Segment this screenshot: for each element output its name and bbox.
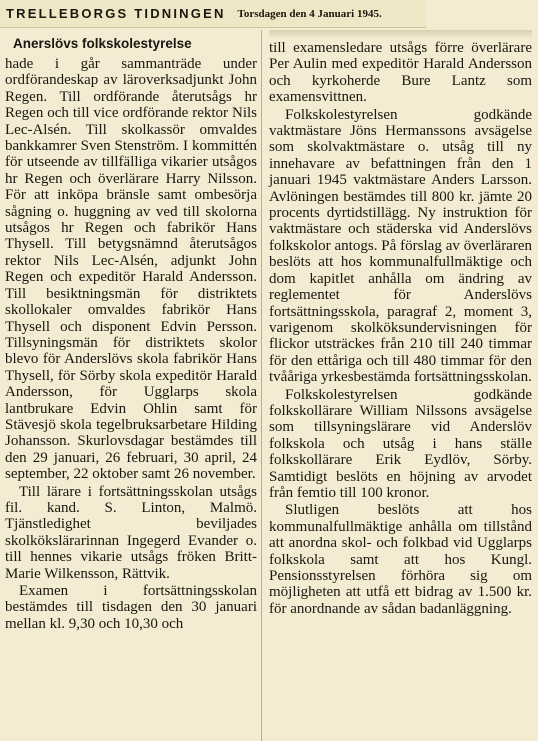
clipped-line-edge [269, 30, 532, 39]
article-paragraph: till examensledare utsågs förre överlärare Per Aulin med expeditör Harald Andersson och kyrkoherde Bure Lantz som examensvittnen. [269, 40, 532, 106]
masthead [0, 0, 426, 28]
article-paragraph: Till lärare i fortsättningsskolan utsågs fil. kand. S. Linton, Malmö. Tjänstledighet beviljades skolkökslärarinnan Ingegerd Evander o. till hennes vikarie utsågs fröken Britt-Marie Wilkensson, Rättvik. [5, 483, 257, 582]
article-headline: Anerslövs folkskolestyrelse [13, 36, 192, 51]
article-paragraph: Folkskolestyrelsen godkände folkskollärare William Nilssons avsägelse som tillsyningslärare vid Anderslöv folkskola och utsåg i hans ställe folkskollärare Erik Eydlöv, Sörby. Samtidigt beslöts en höjning av arvodet från femtio till 100 kronor. [269, 386, 532, 501]
issue-date: Torsdagen den 4 Januari 1945. [237, 7, 382, 20]
newspaper-title: TRELLEBORGS TIDNINGEN [6, 6, 226, 21]
article-column-left [0, 30, 262, 741]
article-paragraph: Slutligen beslöts att hos kommunalfullmäktige anhålla om tillstånd att anordna skol- och folkbad vid Ugglarps folkskola samt att hos Kungl. Pensionsstyrelsen förhöra sig om möjligheten att utfå ett bidrag av 1.500 kr. för anordnande av sådan badanläggning. [269, 502, 532, 617]
article-paragraph: hade i går sammanträde under ordförandeskap av läroverksadjunkt John Regen. Till ordförande återutsågs hr Regen och till vice ordförande rektor Nils Lec-Alsén. Till skolkassör omvaldes bankkamrer Sven Stenström. I kommittén för utseende av tillfälliga vikarier utsågos hr Regen och överlärare Harry Nilsson. För att inköpa bränsle samt ombesörja sågning o. huggning av ved till skolorna utsågos hr Regen och fabrikör Hans Thysell. Till betygsnämnd återutsågos rektor Nils Lec-Alsén, adjunkt John Regen och expeditör Harald Andersson. Till besiktningsmän för distriktets skollokaler omvaldes fabrikör Hans Thysell och disponent Edvin Persson. Tillsyningsmän för distriktets skolor blevo för Anderslövs skola fabrikör Hans Thysell, för Sörby skola expeditör Harald Andersson, för Ugglarps skola lantbrukare Edvin Ohlin samt för Stävesjö skola tegelbruksarbetare Hilding Johansson. Skurlovsdagar bestämdes till den 29 januari, 26 februari, 30 april, 24 september, 22 oktober samt 26 november. [5, 56, 257, 483]
article-column-right [263, 30, 538, 741]
article-paragraph: Folkskolestyrelsen godkände vaktmästare Jöns Hermanssons avsägelse som skolvaktmästare o. utsåg till ny innehavare av befattningen från den 1 januari 1945 vaktmästare Anders Larsson. Avlöningen bestämdes till 800 kr. jämte 20 procents dyrtidstillägg. Ny instruktion för vaktmästare och städerska vid Anderslövs folkskolor antogs. På förslag av överläraren beslöts att hos kommunalfullmäktige och dom kapitlet anhålla om ändring av reglementet för Anderslövs fortsättningsskola, paragraf 2, moment 3, varigenom skolköksundervisningen för flickor utsträckes från 210 till 240 timmar för den ettåriga och till 480 timmar för den tvååriga yrkesbestämda fortsättningsskolan. [269, 106, 532, 386]
article-paragraph: Examen i fortsättningsskolan bestämdes till tisdagen den 30 januari mellan kl. 9,30 och 10,30 och [5, 583, 257, 632]
